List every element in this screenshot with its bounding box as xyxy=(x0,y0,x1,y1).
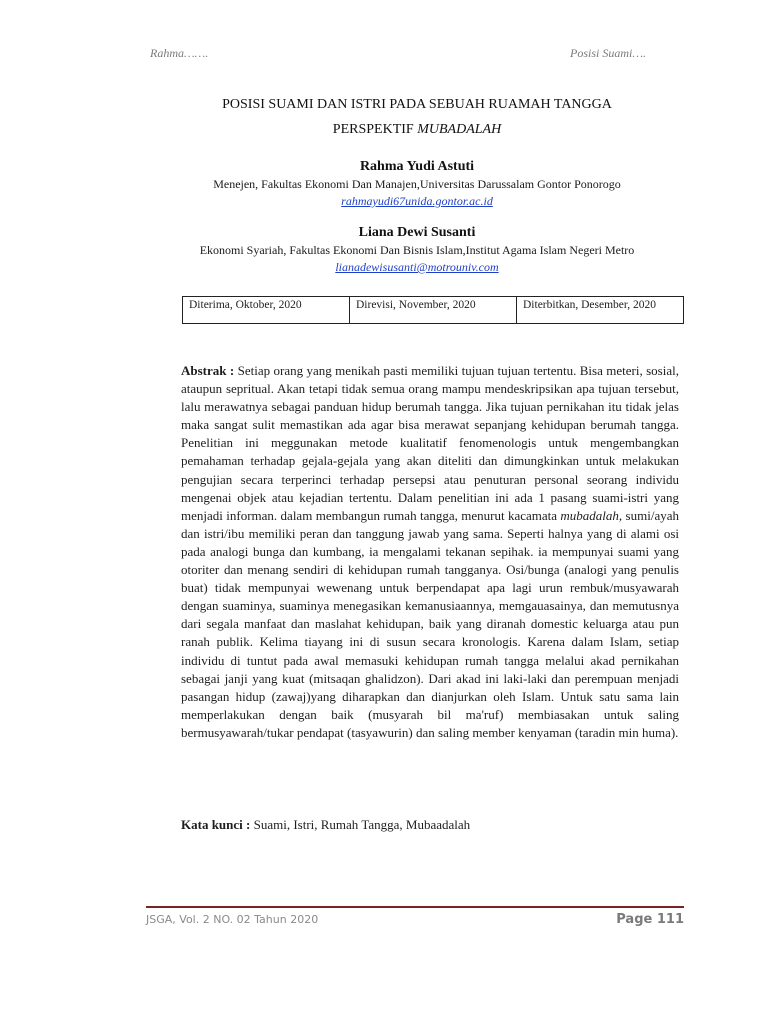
paper-title xyxy=(150,92,684,142)
title-line-2 xyxy=(150,117,684,142)
author-name: Liana Dewi Susanti xyxy=(358,225,476,240)
running-header xyxy=(150,46,646,61)
footer-rule xyxy=(146,906,684,908)
author-block-2 xyxy=(150,224,684,276)
running-header-right: Posisi Suami…. xyxy=(569,46,646,60)
title-line-2-italic: MUBADALAH xyxy=(417,122,502,137)
running-header-left: Rahma……. xyxy=(150,46,209,60)
author-block-1 xyxy=(150,158,684,210)
footer-page-number: Page 111 xyxy=(616,912,684,927)
keywords-text: Suami, Istri, Rumah Tangga, Mubaadalah xyxy=(250,817,471,832)
author-affiliation: Menejen, Fakultas Ekonomi Dan Manajen,Universitas Darussalam Gontor Ponorogo xyxy=(213,177,621,191)
date-revised: Direvisi, November, 2020 xyxy=(350,297,517,323)
abstract-text-italic: mubadalah, xyxy=(560,507,623,523)
abstract-text-a: Setiap orang yang menikah pasti memiliki tujuan tujuan tertentu. Bisa meteri, sosial, ataupun sepritual. Akan tetapi tidak semua orang mampu mendeskripsikan apa tujuan tersebut, lalu merawatnya sebagai panduan hidup berumah tangga. Jika tujuan pernikahan itu tidak jelas maka sangat sulit memastikan ada agar bisa merawat sepanjang kehidupan berumah tangga. Penelitian ini meggunakan metode kualitatif fenomenologis untuk mengembangkan pemahaman terhadap gejala-gejala yang akan diteliti dan dimungkinkan untuk melakukan pengujian secara terperinci terhadap persepsi atau penuturan personal seorang individu mengenai objek atau kejadian tertentu. Dalam penelitian ini ada 1 pasang suami-istri yang menjadi informan. dalam membangun rumah tangga, menurut kacamata xyxy=(181,363,679,523)
title-line-1: POSISI SUAMI DAN ISTRI PADA SEBUAH RUAMAH TANGGA xyxy=(222,97,612,112)
author-affiliation: Ekonomi Syariah, Fakultas Ekonomi Dan Bisnis Islam,Institut Agama Islam Negeri Metro xyxy=(199,243,635,257)
keywords-label: Kata kunci : xyxy=(181,817,251,832)
title-line-2-prefix: PERSPEKTIF xyxy=(332,122,414,137)
abstract-text-b: sumi/ayah dan istri/ibu memiliki peran dan tanggung jawab yang sama. Seperti halnya yang di alami osi pada analogi bunga dan kumbang, ia mengalami tekanan sepihak. ia mempunyai suami yang otoriter dan menang sendiri di kehidupan rumah tangganya. Osi/bunga (analogi yang penulis buat) tidak mempunyai wewenang untuk berpendapat apa lagi urun rembuk/musyawarah dengan suaminya, suaminya menegasikan kemanusiaannya, memgauasainya, dan memutusnya dari segala manfaat dan maslahat kehidupan, baik yang diranah domestic keluarga atau pun ranah publik. Kelima tiayang ini di susun secara kronologis. Karena dalam Islam, setiap individu di tuntut pada awal memasuki kehidupan rumah tangga melalui akad pernikahan sebagai janji yang kuat (mitsaqan ghalidzon). Dari akad ini laki-laki dan perempuan menjadi pasangan hidup (zawaj)yang diharapkan dan dianjurkan oleh Islam. Untuk satu sama lain memperlakukan dengan baik (musyarah bil ma'ruf) membiasakan untuk saling bermusyawarah/tukar pendapat (tasyawurin) dan saling member kenyaman (taradin min huma). xyxy=(181,507,679,740)
keywords xyxy=(181,816,679,834)
author-email-link[interactable]: rahmayudi67unida.gontor.ac.id xyxy=(341,194,493,208)
page-footer xyxy=(146,912,684,927)
footer-journal: JSGA, Vol. 2 NO. 02 Tahun 2020 xyxy=(146,913,319,926)
abstract xyxy=(181,362,679,742)
author-email-link[interactable]: lianadewisusanti@motrouniv.com xyxy=(335,260,499,274)
abstract-label: Abstrak : xyxy=(181,363,235,378)
dates-table xyxy=(182,296,684,324)
date-received: Diterima, Oktober, 2020 xyxy=(183,297,350,323)
author-name: Rahma Yudi Astuti xyxy=(359,159,475,174)
date-published: Diterbitkan, Desember, 2020 xyxy=(523,299,657,311)
